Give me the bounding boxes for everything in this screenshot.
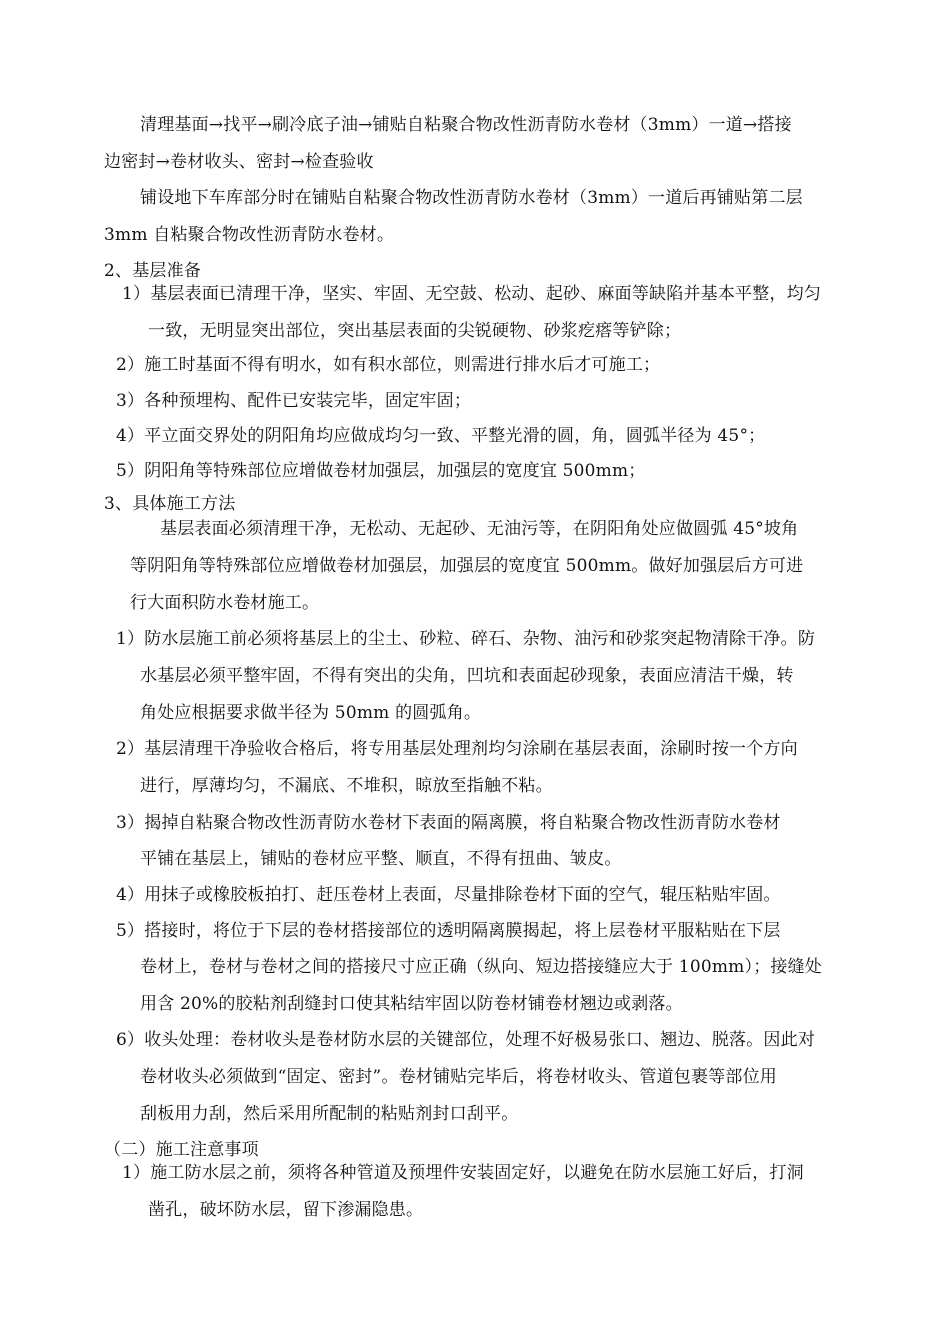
notes-item1-line1: 1）施工防水层之前，须将各种管道及预埋件安装固定好，以避免在防水层施工好后，打洞 <box>122 1163 804 1183</box>
s3-item6-line2: 卷材收头必须做到“固定、密封”。卷材铺贴完毕后，将卷材收头、管道包裹等部位用 <box>140 1067 777 1087</box>
s3-item3-line1: 3）揭掉自粘聚合物改性沥青防水卷材下表面的隔离膜，将自粘聚合物改性沥青防水卷材 <box>116 813 781 833</box>
section-3-heading: 3、具体施工方法 <box>104 494 236 514</box>
s3-item1-line3: 角处应根据要求做半径为 50mm 的圆弧角。 <box>140 703 482 723</box>
flow-line-2: 边密封→卷材收头、密封→检查验收 <box>104 152 374 172</box>
s2-item1-line2: 一致，无明显突出部位，突出基层表面的尖锐硬物、砂浆疙瘩等铲除； <box>148 321 682 341</box>
s3-item1-line2: 水基层必须平整牢固，不得有突出的尖角，凹坑和表面起砂现象，表面应清洁干燥，转 <box>140 666 794 686</box>
garage-line-1: 铺设地下车库部分时在铺贴自粘聚合物改性沥青防水卷材（3mm）一道后再铺贴第二层 <box>140 188 803 208</box>
s3-item5-line2: 卷材上，卷材与卷材之间的搭接尺寸应正确（纵向、短边搭接缝应大于 100mm）；接缝处 <box>140 957 822 977</box>
s2-item1-line1: 1）基层表面已清理干净，坚实、牢固、无空鼓、松动、起砂、麻面等缺陷并基本平整，均匀 <box>122 284 822 304</box>
s2-item5: 5）阴阳角等特殊部位应增做卷材加强层，加强层的宽度宜 500mm； <box>116 461 646 481</box>
s3-item5-line1: 5）搭接时，将位于下层的卷材搭接部位的透明隔离膜揭起，将上层卷材平服粘贴在下层 <box>116 921 781 941</box>
s3-item2-line2: 进行，厚薄均匀，不漏底、不堆积，晾放至指触不粘。 <box>140 776 553 796</box>
s3-para-line2: 等阴阳角等特殊部位应增做卷材加强层，加强层的宽度宜 500mm。做好加强层后方可进 <box>130 556 804 576</box>
garage-line-2: 3mm 自粘聚合物改性沥青防水卷材。 <box>104 225 395 245</box>
s2-item2: 2）施工时基面不得有明水，如有积水部位，则需进行排水后才可施工； <box>116 355 661 375</box>
notes-heading: （二）施工注意事项 <box>104 1140 259 1160</box>
section-2-heading: 2、基层准备 <box>104 261 202 281</box>
flow-line-1: 清理基面→找平→刷冷底子油→铺贴自粘聚合物改性沥青防水卷材（3mm）一道→搭接 <box>140 115 792 135</box>
s3-item5-line3: 用含 20%的胶粘剂刮缝封口使其粘结牢固以防卷材铺卷材翘边或剥落。 <box>140 994 683 1014</box>
s3-item4: 4）用抹子或橡胶板拍打、赶压卷材上表面，尽量排除卷材下面的空气，辊压粘贴牢固。 <box>116 885 781 905</box>
s3-item3-line2: 平铺在基层上，铺贴的卷材应平整、顺直，不得有扭曲、皱皮。 <box>140 849 622 869</box>
s3-para-line1: 基层表面必须清理干净，无松动、无起砂、无油污等，在阴阳角处应做圆弧 45°坡角 <box>160 519 799 539</box>
s3-item2-line1: 2）基层清理干净验收合格后，将专用基层处理剂均匀涂刷在基层表面，涂刷时按一个方向 <box>116 739 798 759</box>
s2-item3: 3）各种预埋构、配件已安装完毕，固定牢固； <box>116 391 472 411</box>
s3-item1-line1: 1）防水层施工前必须将基层上的尘土、砂粒、碎石、杂物、油污和砂浆突起物清除干净。防 <box>116 629 816 649</box>
s3-item6-line3: 刮板用力刮，然后采用所配制的粘贴剂封口刮平。 <box>140 1104 519 1124</box>
notes-item1-line2: 凿孔，破坏防水层，留下渗漏隐患。 <box>148 1200 424 1220</box>
s3-item6-line1: 6）收头处理：卷材收头是卷材防水层的关键部位，处理不好极易张口、翘边、脱落。因此对 <box>116 1030 816 1050</box>
s3-para-line3: 行大面积防水卷材施工。 <box>130 593 320 613</box>
s2-item4: 4）平立面交界处的阴阳角均应做成均匀一致、平整光滑的圆，角，圆弧半径为 45°； <box>116 426 766 446</box>
